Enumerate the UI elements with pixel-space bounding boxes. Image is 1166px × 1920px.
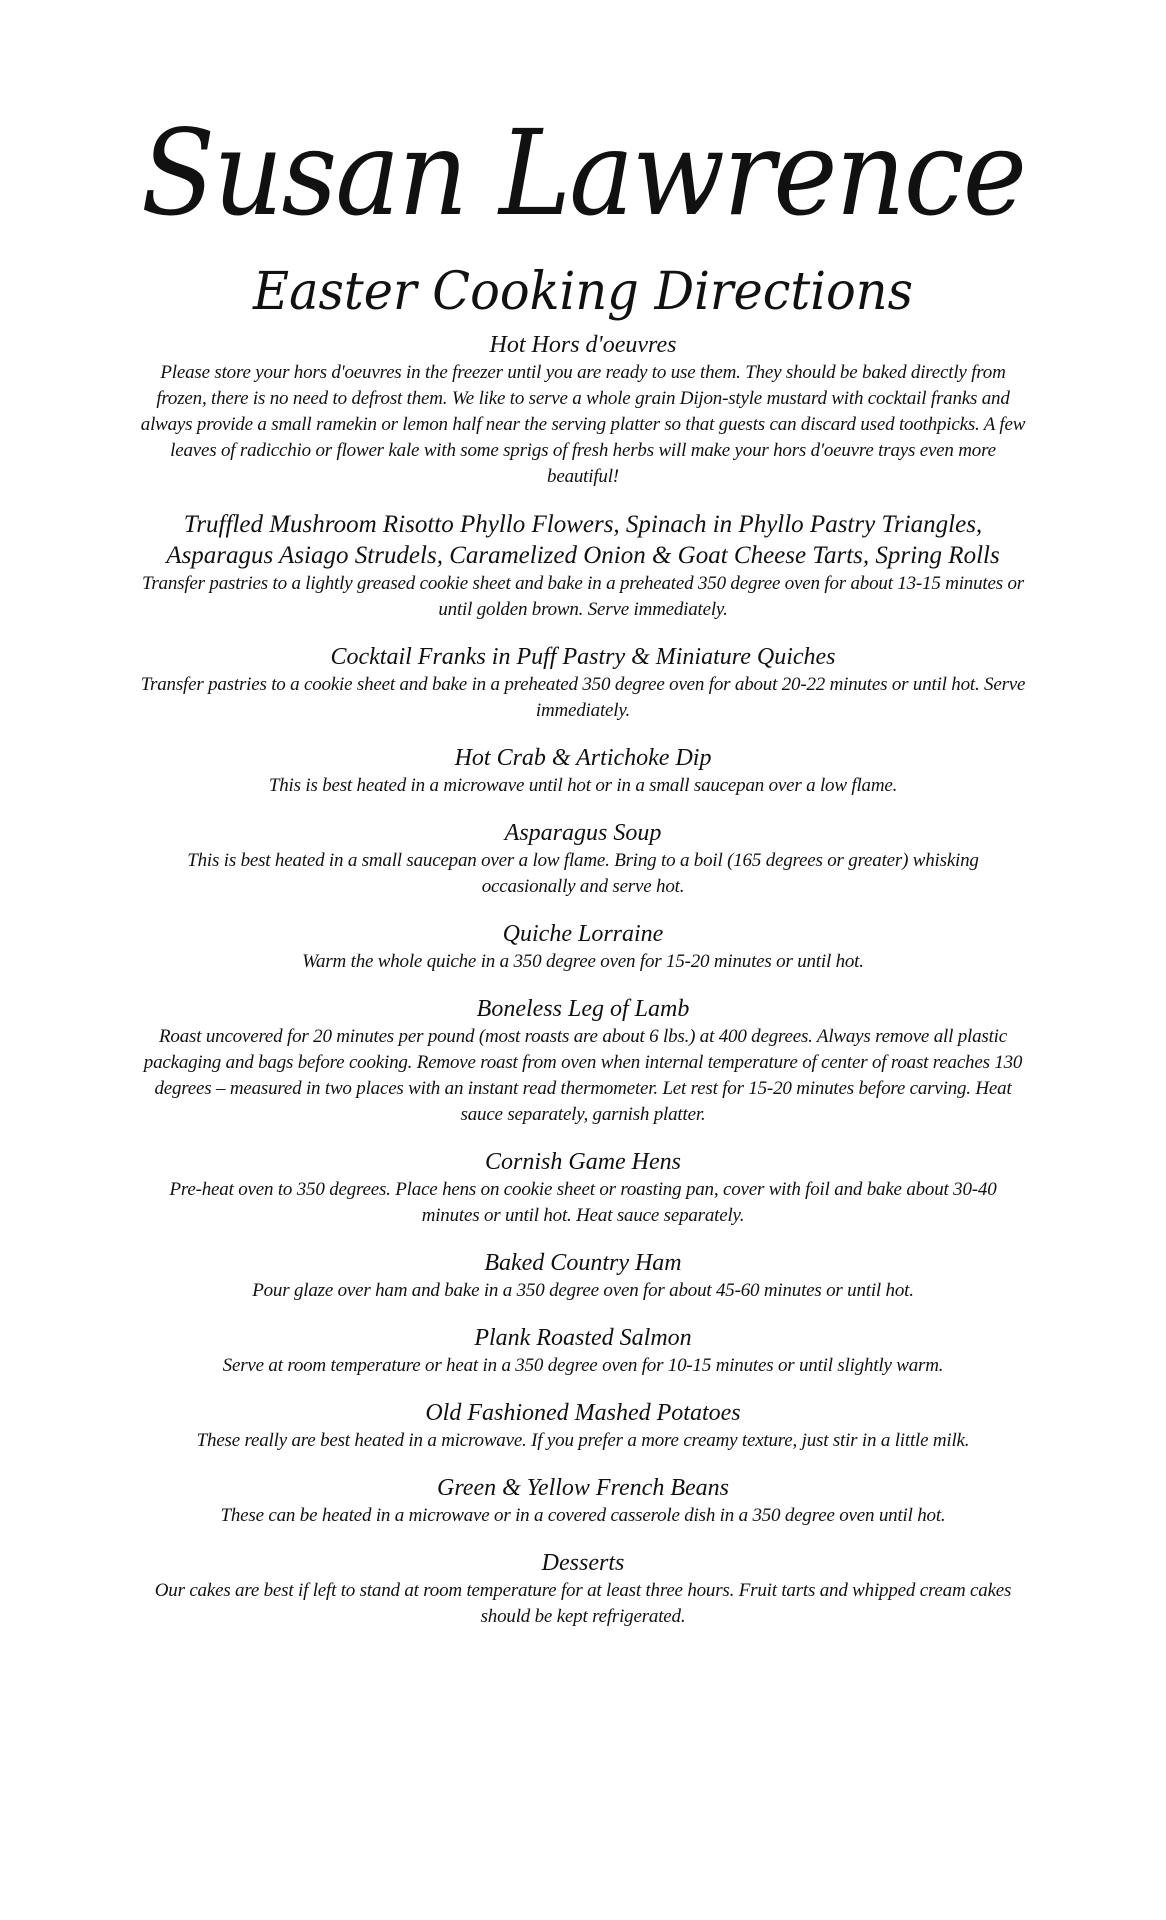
section-mashed-potatoes [140, 1398, 1026, 1454]
section-heading: Baked Country Ham [484, 1250, 682, 1276]
section-heading: Green & Yellow French Beans [437, 1475, 729, 1501]
section-body: Our cakes are best if left to stand at room temperature for at least three hours. Fruit tarts and whipped cream cakes should be kept refrigerated. [154, 1580, 1012, 1627]
section-leg-of-lamb [140, 994, 1026, 1128]
section-body: These can be heated in a microwave or in a covered casserole dish in a 350 degree oven until hot. [220, 1505, 946, 1526]
section-heading: Asparagus Soup [504, 820, 662, 846]
section-body: Roast uncovered for 20 minutes per pound (most roasts are about 6 lbs.) at 400 degrees. Always remove all plastic packaging and bags before cooking. Remove roast from oven when internal temperature of center of roast reaches 130 degrees – measured in two places with an instant read thermometer. Let rest for 15-20 minutes before carving. Heat sauce separately, garnish platter. [143, 1026, 1023, 1125]
section-body: Pre-heat oven to 350 degrees. Place hens on cookie sheet or roasting pan, cover with foil and bake about 30-40 minutes or until hot. Heat sauce separately. [169, 1179, 997, 1226]
section-crab-dip [140, 743, 1026, 799]
section-quiche-lorraine [140, 919, 1026, 975]
section-heading: Quiche Lorraine [502, 921, 664, 947]
section-heading: Plank Roasted Salmon [474, 1325, 692, 1351]
section-body: Warm the whole quiche in a 350 degree oven for 15-20 minutes or until hot. [302, 951, 864, 972]
section-heading: Truffled Mushroom Risotto Phyllo Flowers, Spinach in Phyllo Pastry Triangles, Asparagus Asiago Strudels, Caramelized Onion & Goat Cheese Tarts, Spring Rolls [166, 511, 1000, 569]
section-desserts [140, 1548, 1026, 1630]
directions-list [140, 330, 1026, 1649]
section-body: These really are best heated in a microwave. If you prefer a more creamy texture, just stir in a little milk. [196, 1430, 970, 1451]
section-body: Transfer pastries to a lightly greased cookie sheet and bake in a preheated 350 degree oven for about 13-15 minutes or until golden brown. Serve immediately. [142, 573, 1024, 620]
section-cornish-game-hens [140, 1147, 1026, 1229]
section-cocktail-franks [140, 642, 1026, 724]
section-body: Pour glaze over ham and bake in a 350 degree oven for about 45-60 minutes or until hot. [252, 1280, 914, 1301]
section-country-ham [140, 1248, 1026, 1304]
section-heading: Boneless Leg of Lamb [476, 996, 690, 1022]
section-heading: Desserts [541, 1550, 625, 1576]
section-plank-salmon [140, 1323, 1026, 1379]
section-body: This is best heated in a small saucepan over a low flame. Bring to a boil (165 degrees or greater) whisking occasionally and serve hot. [187, 850, 979, 897]
section-heading: Hot Hors d'oeuvres [489, 332, 677, 358]
section-body: This is best heated in a microwave until hot or in a small saucepan over a low flame. [268, 775, 898, 796]
section-body: Please store your hors d'oeuvres in the freezer until you are ready to use them. They should be baked directly from frozen, there is no need to defrost them. We like to serve a whole grain Dijon-style mustard with cocktail franks and always provide a small ramekin or lemon half near the serving platter so that guests can discard used toothpicks. A few leaves of radicchio or flower kale with some sprigs of fresh herbs will make your hors d'oeuvre trays even more beautiful! [140, 362, 1026, 487]
section-body: Serve at room temperature or heat in a 350 degree oven for 10-15 minutes or until slightly warm. [222, 1355, 944, 1376]
section-heading: Old Fashioned Mashed Potatoes [425, 1400, 741, 1426]
section-heading: Cornish Game Hens [485, 1149, 681, 1175]
section-french-beans [140, 1473, 1026, 1529]
section-heading: Hot Crab & Artichoke Dip [454, 745, 712, 771]
section-asparagus-soup [140, 818, 1026, 900]
brand-name: Susan Lawrence [140, 104, 1026, 242]
page-title: Easter Cooking Directions [253, 262, 913, 322]
section-body: Transfer pastries to a cookie sheet and bake in a preheated 350 degree oven for about 20-22 minutes or until hot. Serve immediately. [140, 674, 1026, 721]
section-hot-hors-doeuvres [140, 330, 1026, 490]
section-pastries [140, 509, 1026, 623]
section-heading: Cocktail Franks in Puff Pastry & Miniature Quiches [330, 644, 836, 670]
